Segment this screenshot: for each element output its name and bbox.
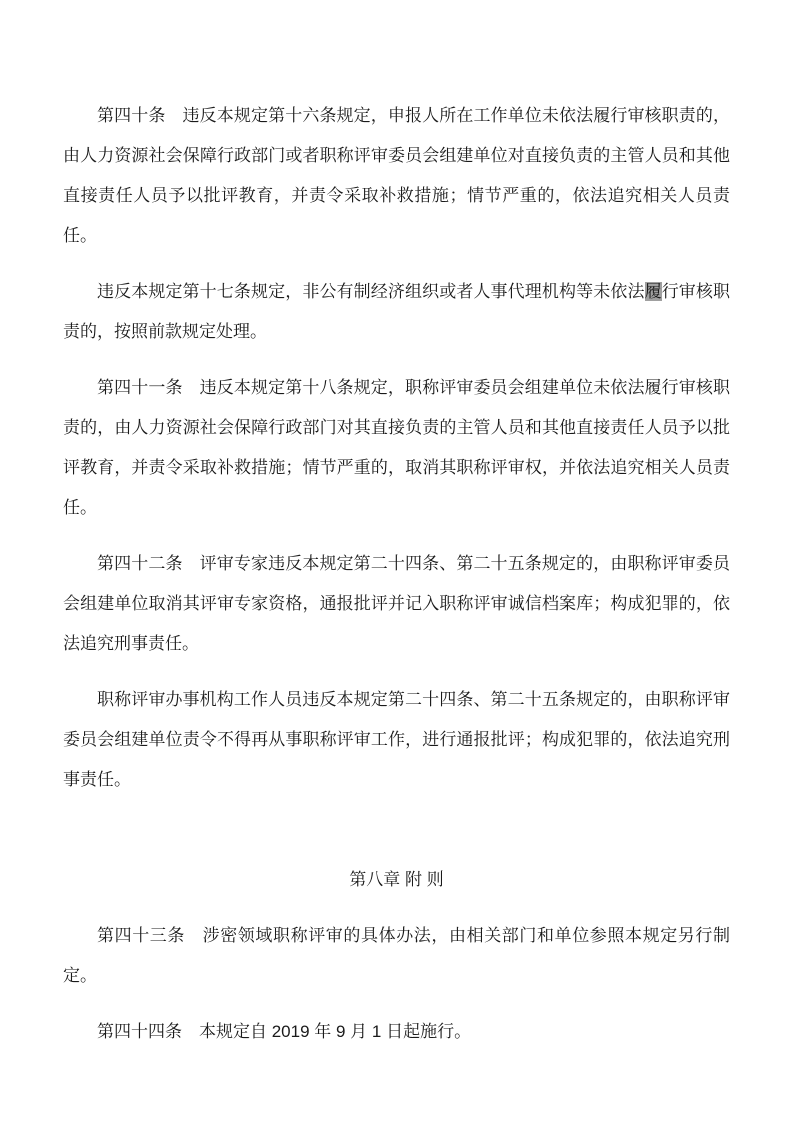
- article-43-paragraph: 第四十三条 涉密领域职称评审的具体办法，由相关部门和单位参照本规定另行制定。: [63, 926, 730, 985]
- article-41-paragraph: 第四十一条 违反本规定第十八条规定，职称评审委员会组建单位未依法履行审核职责的，由人力资源社会保障行政部门对其直接负责的主管人员和其他直接责任人员予以批评教育，并责令采取补救措施；情节严重的，取消其职称评审权，并依法追究相关人员责任。: [63, 378, 730, 517]
- article-40-paragraph-2-text-after: 行审核职责的，按照前款规定处理。: [63, 282, 731, 341]
- article-42-paragraph-1: 第四十二条 评审专家违反本规定第二十四条、第二十五条规定的，由职称评审委员会组建单位取消其评审专家资格，通报批评并记入职称评审诚信档案库；构成犯罪的，依法追究刑事责任。: [63, 554, 730, 653]
- article-40-paragraph-2: [63, 272, 730, 352]
- article-40-paragraph-1: 第四十条 违反本规定第十六条规定，申报人所在工作单位未依法履行审核职责的，由人力资源社会保障行政部门或者职称评审委员会组建单位对直接负责的主管人员和其他直接责任人员予以批评教育，并责令采取补救措施；情节严重的，依法追究相关人员责任。: [63, 106, 730, 245]
- chapter-8-heading: 第八章 附 则: [349, 870, 444, 889]
- article-40-paragraph-2-text-before: 违反本规定第十七条规定，非公有制经济组织或者人事代理机构等未依法: [97, 282, 645, 301]
- article-44-paragraph: 第四十四条 本规定自 2019 年 9 月 1 日起施行。: [97, 1022, 472, 1041]
- highlighted-character: 履: [644, 282, 662, 301]
- article-42-paragraph-2: 职称评审办事机构工作人员违反本规定第二十四条、第二十五条规定的，由职称评审委员会组建单位责令不得再从事职称评审工作，进行通报批评；构成犯罪的，依法追究刑事责任。: [63, 690, 730, 789]
